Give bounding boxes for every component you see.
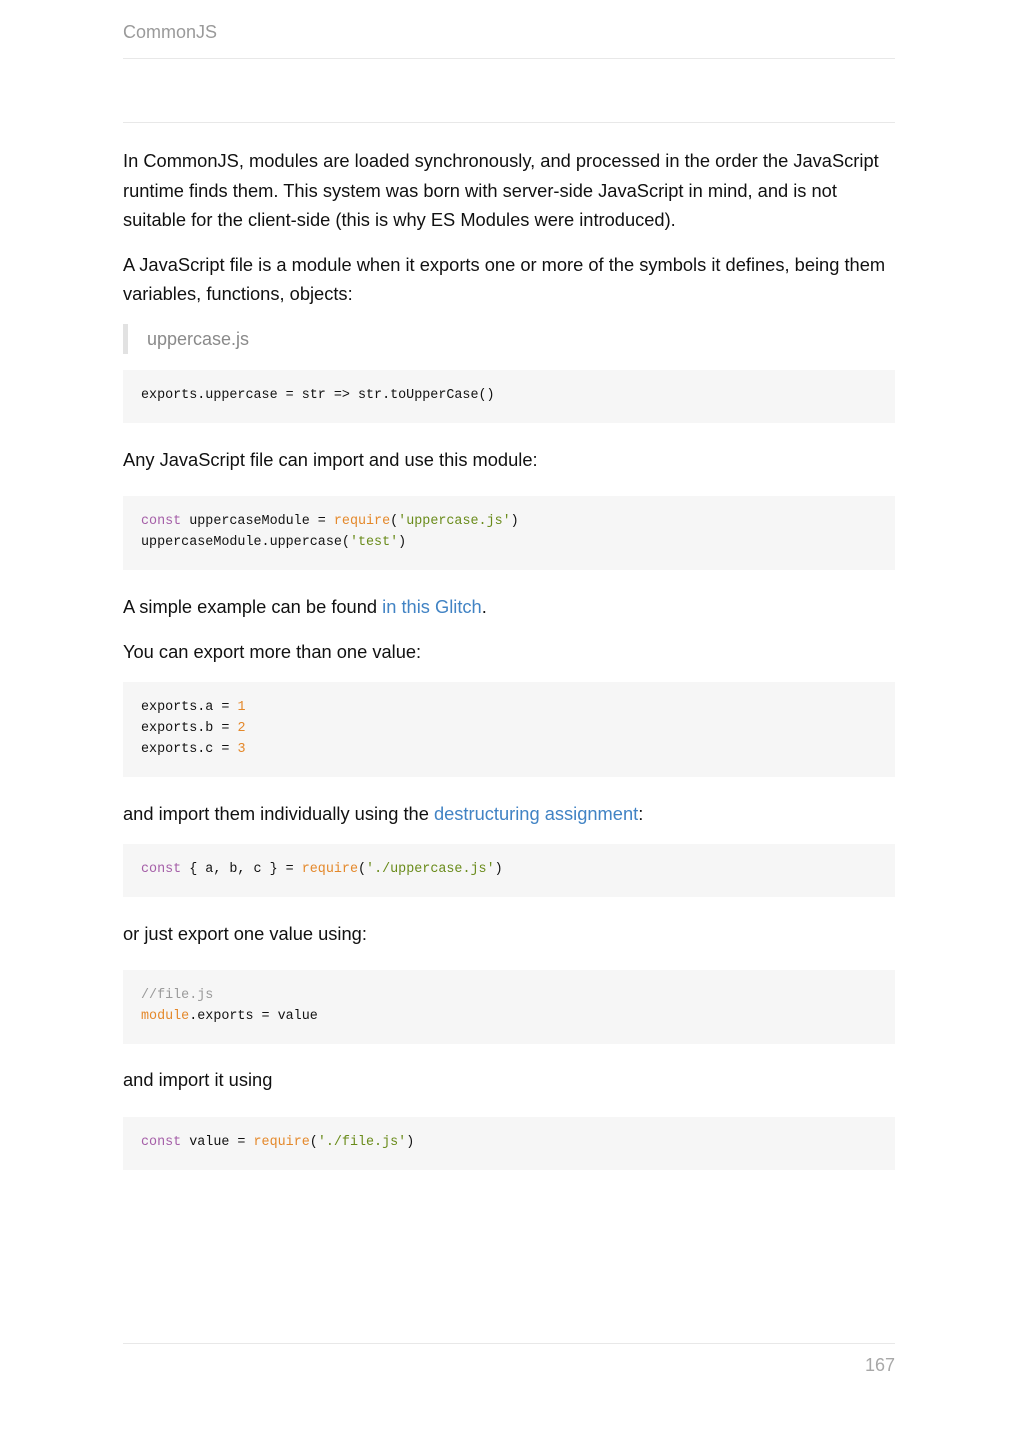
glitch-example-paragraph	[123, 592, 895, 622]
code-block-module-exports	[123, 970, 895, 1044]
code-keyword: const	[141, 514, 182, 529]
code-string: './uppercase.js'	[366, 861, 495, 877]
intro-paragraph: In CommonJS, modules are loaded synchronously, and processed in the order the JavaScript runtime finds them. This system was born with server-side JavaScript in mind, and is not suitable for the client-side (this is why ES Modules were introduced).	[123, 150, 879, 230]
code-function: require	[333, 514, 391, 529]
code-string: 'test'	[349, 535, 399, 550]
import-single-paragraph: and import it using	[123, 1069, 273, 1090]
code-block-require-file	[123, 1117, 895, 1170]
document-page	[123, 0, 895, 1440]
filename-blockquote	[123, 324, 895, 354]
page-number: 167	[864, 1355, 895, 1375]
code-comment: //file.js	[141, 988, 214, 1003]
paragraph-text: A simple example can be found	[123, 596, 383, 617]
module-definition-paragraph: A JavaScript file is a module when it exports one or more of the symbols it defines, being them variables, functions, objects:	[123, 253, 886, 304]
code-string: './file.js'	[317, 1134, 407, 1150]
code-keyword: const	[141, 861, 182, 877]
code-number: 2	[237, 721, 246, 736]
footer-divider	[123, 1343, 895, 1344]
import-usage-paragraph: Any JavaScript file can import and use this module:	[123, 448, 538, 470]
code-block-destructuring-require	[123, 844, 895, 897]
code-function: module	[141, 1009, 190, 1024]
code-text: .exports = value	[189, 1009, 318, 1024]
code-text: exports.c =	[141, 742, 238, 757]
destructuring-paragraph	[123, 799, 895, 829]
running-header: CommonJS	[123, 22, 218, 42]
content	[123, 146, 895, 1170]
code-text: )	[494, 861, 503, 877]
code-text: uppercaseModule =	[181, 514, 334, 529]
code-text: uppercaseModule.uppercase(	[141, 535, 350, 550]
code-text: (	[309, 1134, 318, 1150]
header-divider	[123, 58, 895, 59]
glitch-link[interactable]: in this Glitch	[382, 596, 482, 617]
code-text: )	[398, 535, 407, 550]
code-block-multiple-exports	[123, 682, 895, 777]
paragraph-text: and import them individually using the	[123, 803, 434, 824]
code-text: exports.b =	[141, 721, 238, 736]
code-string: 'uppercase.js'	[398, 514, 511, 529]
code-block-uppercase-export	[123, 370, 895, 423]
destructuring-assignment-link[interactable]: destructuring assignment	[433, 803, 639, 824]
code-text: (	[357, 861, 367, 877]
multiple-export-paragraph: You can export more than one value:	[123, 640, 422, 662]
paragraph-text: .	[481, 596, 487, 617]
code-text: exports.a =	[141, 700, 238, 715]
code-text: value =	[181, 1134, 254, 1150]
code-number: 1	[237, 700, 246, 715]
code-number: 3	[237, 742, 246, 757]
code-line: exports.uppercase = str => str.toUpperCase()	[141, 387, 495, 403]
single-export-paragraph: or just export one value using:	[123, 922, 367, 944]
paragraph-text: :	[638, 803, 644, 824]
filename-label: uppercase.js	[147, 328, 250, 349]
code-text: )	[510, 514, 519, 529]
code-text: (	[390, 514, 399, 529]
section-divider	[123, 122, 895, 123]
code-block-require-usage	[123, 496, 895, 570]
code-keyword: const	[141, 1134, 182, 1150]
code-text: { a, b, c } =	[181, 861, 302, 877]
code-text: )	[406, 1134, 415, 1150]
code-function: require	[301, 861, 358, 877]
code-function: require	[253, 1134, 310, 1150]
